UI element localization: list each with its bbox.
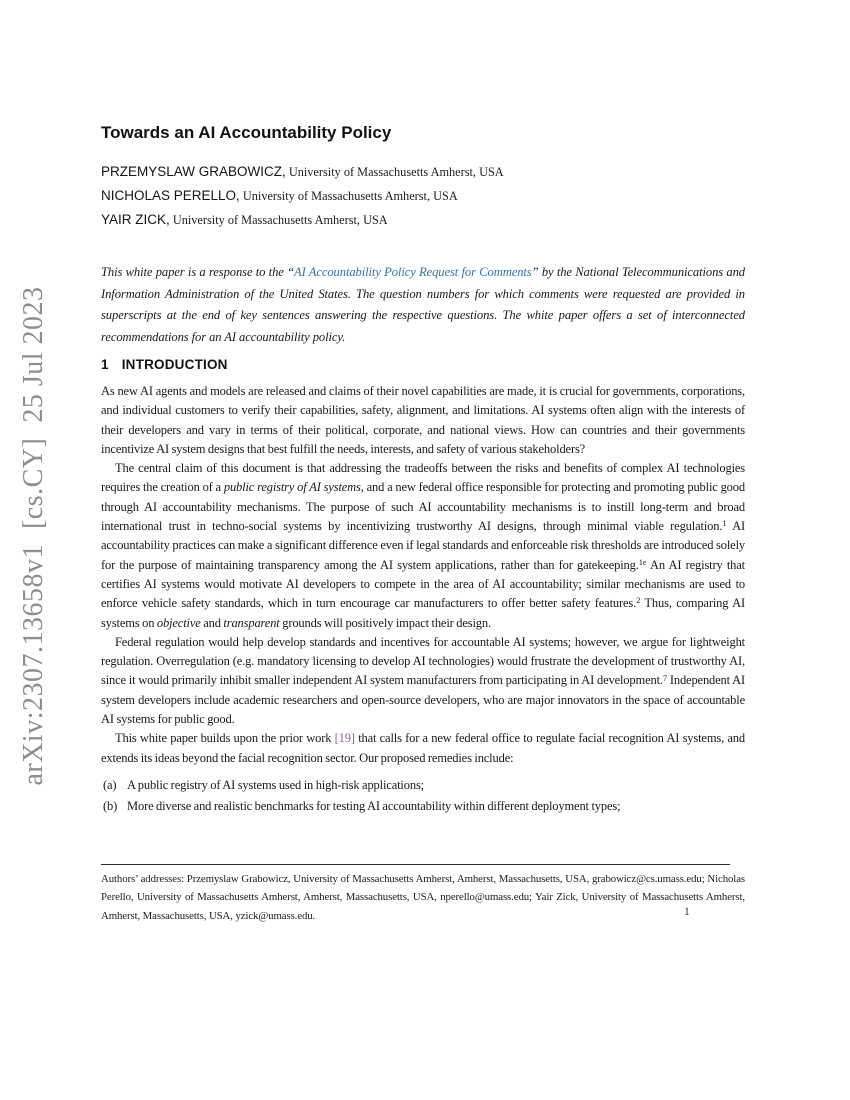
- list-item-label: (a): [103, 777, 117, 792]
- abstract: [101, 262, 745, 348]
- author-affiliation: University of Massachusetts Amherst, USA: [169, 213, 388, 227]
- body-text: Federal regulation would help develop standards and incentives for accountable AI systems; however, we argue for lightweight regulation. Overregulation (e.g. mandatory licensing to develop AI technologies) would frustrate the development of trustworthy AI, since it would primarily inhibit smaller independent AI system manufacturers from participating in AI development.: [101, 634, 745, 688]
- body-text: Thus, comparing AI systems on: [101, 596, 745, 630]
- author-name: NICHOLAS PERELLO,: [101, 188, 240, 203]
- paragraph: [101, 633, 745, 729]
- section-number: 1: [101, 357, 109, 372]
- author-line: [101, 184, 745, 208]
- introduction-body: [101, 382, 745, 817]
- authors-addresses: Authors’ addresses: Przemyslaw Grabowicz, University of Massachusetts Amherst, Amherst, Massachusetts, USA, grabowicz@cs.umass.edu; Nicholas Perello, University of Massachusetts Amherst, Amherst, Massachusetts, USA, nperello@umass.edu; Yair Zick, University of Massachusetts Amherst, Amherst, Massachusetts, USA, yzick@umass.edu.: [101, 873, 745, 922]
- body-text: AI accountability practices can make a significant difference even if legal standards and enforceable risk thresholds are introduced solely for the purpose of maintaining transparency among the AI system applications, rather than for gatekeeping.: [101, 519, 745, 572]
- paragraph: [101, 382, 745, 459]
- list-item-label: (b): [103, 798, 118, 813]
- question-superscript: 7: [662, 672, 667, 683]
- list-item-text: A public registry of AI systems used in high-risk applications;: [127, 777, 424, 792]
- author-affiliation: University of Massachusetts Amherst, USA: [285, 165, 504, 179]
- rfc-link[interactable]: AI Accountability Policy Request for Comments: [294, 265, 532, 279]
- section-title: INTRODUCTION: [121, 357, 228, 372]
- list-item-text: More diverse and realistic benchmarks for testing AI accountability within different deployment types;: [127, 798, 621, 813]
- author-name: YAIR ZICK,: [101, 212, 170, 227]
- body-text: grounds will positively impact their design.: [279, 615, 491, 630]
- author-line: [101, 160, 745, 184]
- body-text: As new AI agents and models are released and claims of their novel capabilities are made, it is crucial for governments, corporations, and individual customers to verify their capabilities, safety, alignment, and limitations. AI systems often align with the interests of their developers and vary in terms of their political, corporate, and national views. How can countries and their governments incentivize AI system designs that best fulfill the needs, interests, and safety of various stakeholders?: [101, 384, 745, 456]
- abstract-text: This white paper is a response to the “: [101, 265, 294, 279]
- body-text: Independent AI system developers include academic researchers and open-source developers, who are major innovators in the space of accountable AI systems for public good.: [101, 673, 746, 727]
- body-text: that calls for a new federal office to regulate facial recognition AI systems, and extends its ideas beyond the facial recognition sector. Our proposed remedies include:: [101, 731, 745, 765]
- list-item: [101, 796, 745, 817]
- page-number: 1: [684, 906, 690, 918]
- question-superscript: 2: [636, 595, 641, 606]
- abstract-text: ” by the National Telecommunications and Information Administration of the United States. The question numbers for which comments were requested are provided in superscripts at the end of key sentences answering the respective questions. The white paper offers a set of interconnected recommendations for an AI accountability policy.: [101, 265, 746, 344]
- question-superscript: 1: [722, 518, 727, 529]
- arxiv-watermark: arXiv:2307.13658v1 [cs.CY] 25 Jul 2023: [18, 286, 49, 786]
- list-item: [101, 775, 745, 796]
- emphasis-text: public registry of AI systems: [223, 480, 361, 495]
- body-text: An AI registry that certifies AI systems would motivate AI developers to compete in the area of AI accountability; similar mechanisms are used to enforce vehicle safety standards, which in turn encourage car manufacturers to offer better safety features.: [101, 557, 745, 611]
- body-text: The central claim of this document is that addressing the tradeoffs between the risks and benefits of complex AI technologies requires the creation of a: [101, 461, 745, 495]
- emphasis-text: objective: [156, 615, 201, 630]
- question-superscript: 1e: [638, 556, 647, 567]
- author-line: [101, 208, 745, 232]
- author-list: [101, 160, 745, 232]
- body-text: , and a new federal office responsible for protecting and promoting public good through AI accountability mechanisms. The purpose of such AI accountability mechanisms is to instill long-term and broad international trust in techno-social systems by incentivizing trustworthy AI designs, through minimal viable regulation.: [101, 480, 745, 534]
- citation-19[interactable]: [19]: [334, 731, 355, 746]
- remedies-list: [101, 775, 745, 817]
- body-text: This white paper builds upon the prior work: [115, 731, 335, 746]
- paragraph: [101, 459, 745, 633]
- paragraph: [101, 729, 745, 768]
- paragraphs: [101, 382, 745, 768]
- paper-title: Towards an AI Accountability Policy: [101, 123, 392, 142]
- section-heading: [101, 357, 745, 372]
- footnote-rule: [101, 864, 730, 865]
- emphasis-text: transparent: [223, 615, 280, 630]
- body-text: and: [200, 615, 224, 630]
- author-name: PRZEMYSLAW GRABOWICZ,: [101, 164, 286, 179]
- author-affiliation: University of Massachusetts Amherst, USA: [239, 189, 458, 203]
